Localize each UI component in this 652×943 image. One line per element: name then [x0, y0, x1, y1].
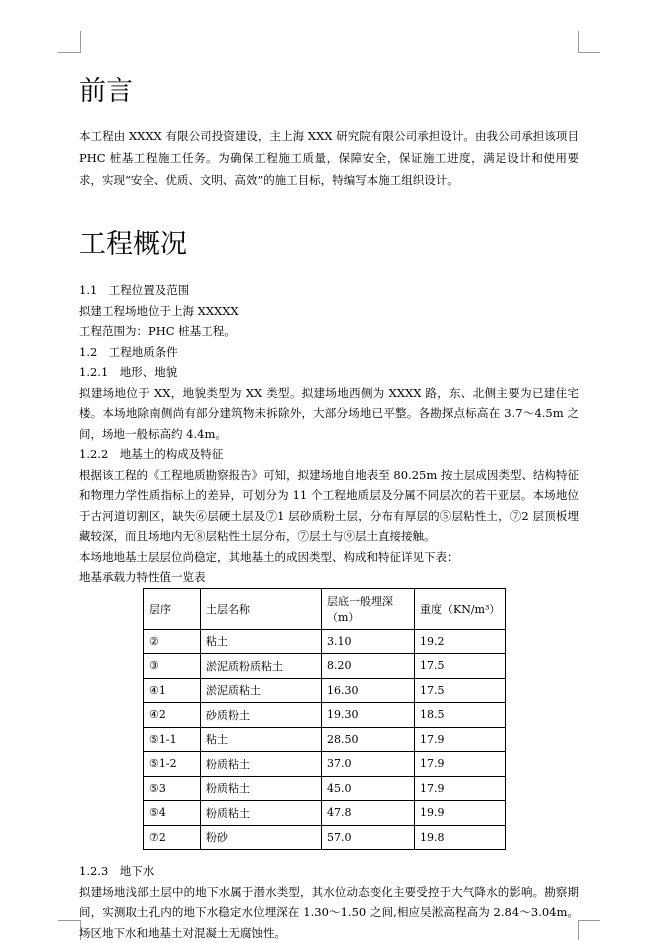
table-row	[144, 801, 506, 826]
groundwater-paragraph: 拟建场地浅部土层中的地下水属于潜水类型，其水位动态变化主要受控于大气降水的影响。勘察期间，实测取土孔内的地下水稳定水位埋深在 1.30～1.50 之间,相应吴淞高程高为 2.84～3.04m。场区地下水和地基土对混凝土无腐蚀性。	[79, 882, 579, 943]
cell-unit-weight: 17.9	[415, 727, 506, 752]
soil-paragraph: 根据该工程的《工程地质勘察报告》可知，拟建场地自地表至 80.25m 按土层成因类型、结构特征和物理力学性质指标上的差异，可划分为 11 个工程地质层及分属不同层次的若干亚层。本场地位于古河道切割区，缺失⑥层硬土层及⑦1 层砂质粉土层，分布有厚层的⑤层粘性土，⑦2 层顶板埋藏较深，而且场地内无⑧层粘性土层分布，⑦层土与⑨层土直接接触。	[79, 465, 579, 547]
cell-unit-weight: 18.5	[415, 703, 506, 728]
table-row	[144, 752, 506, 777]
cell-unit-weight: 17.9	[415, 776, 506, 801]
heading-overview: 工程概况	[79, 225, 579, 265]
cell-depth: 57.0	[322, 825, 415, 850]
soil-summary-paragraph: 本场地地基土层层位尚稳定，其地基土的成因类型、构成和特征详见下表：	[79, 547, 579, 568]
section-1-2-2-heading: 1.2.2 地基土的构成及特征	[79, 444, 579, 465]
cell-layer-no: ⑤1-1	[144, 727, 201, 752]
cell-unit-weight: 17.5	[415, 654, 506, 679]
table-row	[144, 825, 506, 850]
cell-soil-name: 粘土	[201, 629, 322, 654]
table-row	[144, 654, 506, 679]
cell-layer-no: ⑦2	[144, 825, 201, 850]
document-body	[79, 70, 579, 943]
section-1-1-heading: 1.1 工程位置及范围	[79, 280, 579, 301]
cell-soil-name: 粉质粘土	[201, 801, 322, 826]
table-caption: 地基承载力特性值一览表	[79, 567, 579, 588]
cell-unit-weight: 17.5	[415, 678, 506, 703]
cell-unit-weight: 19.2	[415, 629, 506, 654]
cell-soil-name: 淤泥质粘土	[201, 678, 322, 703]
site-location-text: 拟建工程场地位于上海 XXXXX	[79, 301, 579, 322]
cell-unit-weight: 19.8	[415, 825, 506, 850]
cell-depth: 47.8	[322, 801, 415, 826]
cell-depth: 28.50	[322, 727, 415, 752]
crop-mark-bottom-left	[58, 920, 80, 921]
table-row	[144, 678, 506, 703]
crop-mark-top-left	[80, 31, 81, 53]
header-depth: 层底一般埋深（m）	[322, 588, 415, 629]
cell-layer-no: ④1	[144, 678, 201, 703]
cell-layer-no: ③	[144, 654, 201, 679]
crop-mark-top-left	[58, 52, 80, 53]
cell-depth: 19.30	[322, 703, 415, 728]
cell-soil-name: 淤泥质粉质粘土	[201, 654, 322, 679]
section-1-2-3-heading: 1.2.3 地下水	[79, 861, 579, 882]
soil-layer-table	[143, 588, 506, 851]
cell-depth: 3.10	[322, 629, 415, 654]
cell-soil-name: 粉质粘土	[201, 752, 322, 777]
section-1-2-heading: 1.2 工程地质条件	[79, 342, 579, 363]
cell-soil-name: 粉质粘土	[201, 776, 322, 801]
header-soil-name: 土层名称	[201, 588, 322, 629]
cell-layer-no: ⑤4	[144, 801, 201, 826]
heading-preface: 前言	[79, 72, 579, 112]
cell-depth: 16.30	[322, 678, 415, 703]
table-row	[144, 629, 506, 654]
section-1-2-1-heading: 1.2.1 地形、地貌	[79, 362, 579, 383]
cell-layer-no: ⑤1-2	[144, 752, 201, 777]
preface-paragraph: 本工程由 XXXX 有限公司投资建设，主上海 XXX 研究院有限公司承担设计。由我公司承担该项目 PHC 桩基工程施工任务。为确保工程施工质量，保障安全，保证施工进度，满足设计和使用要求，实现“安全、优质、文明、高效”的施工目标，特编写本施工组织设计。	[79, 125, 579, 191]
crop-mark-top-right	[578, 52, 600, 53]
table-row	[144, 776, 506, 801]
cell-layer-no: ②	[144, 629, 201, 654]
cell-depth: 8.20	[322, 654, 415, 679]
header-layer-no: 层序	[144, 588, 201, 629]
header-unit-weight: 重度（KN/m³）	[415, 588, 506, 629]
cell-soil-name: 粉砂	[201, 825, 322, 850]
table-row	[144, 703, 506, 728]
cell-unit-weight: 19.9	[415, 801, 506, 826]
cell-layer-no: ⑤3	[144, 776, 201, 801]
crop-mark-top-right	[578, 31, 579, 53]
table-header-row	[144, 588, 506, 629]
cell-unit-weight: 17.9	[415, 752, 506, 777]
cell-layer-no: ④2	[144, 703, 201, 728]
table-row	[144, 727, 506, 752]
crop-mark-bottom-right	[578, 920, 600, 921]
cell-soil-name: 砂质粉土	[201, 703, 322, 728]
cell-depth: 37.0	[322, 752, 415, 777]
scope-text: 工程范围为：PHC 桩基工程。	[79, 321, 579, 342]
cell-soil-name: 粘土	[201, 727, 322, 752]
cell-depth: 45.0	[322, 776, 415, 801]
terrain-paragraph: 拟建场地位于 XX，地貌类型为 XX 类型。拟建场地西侧为 XXXX 路，东、北侧主要为已建住宅楼。本场地除南侧尚有部分建筑物未拆除外，大部分场地已平整。各勘探点标高在 3.7～4.5m 之间，场地一般标高约 4.4m。	[79, 383, 579, 445]
